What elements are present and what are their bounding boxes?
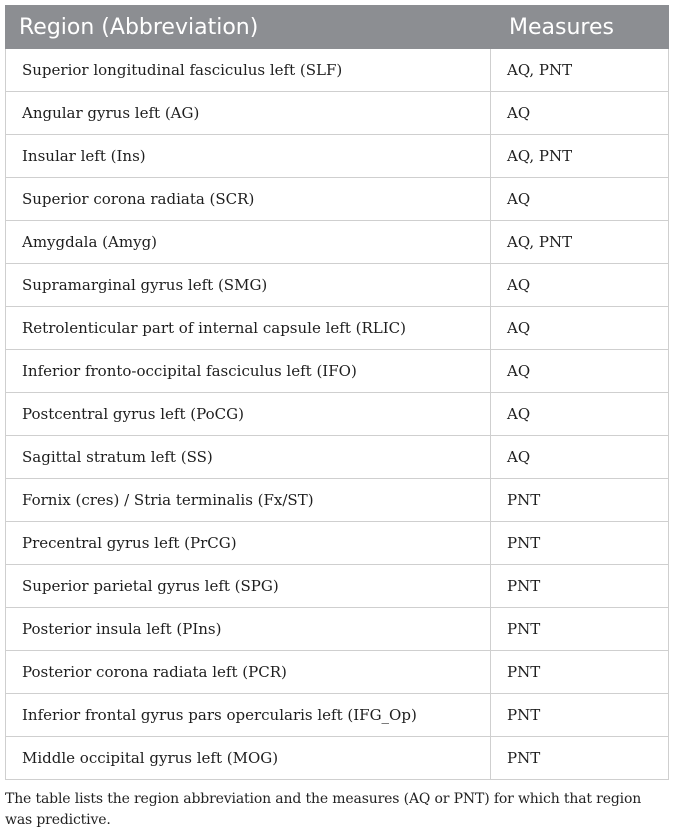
measures-cell: PNT [491,737,669,780]
measures-cell: AQ [491,178,669,221]
table-header [6,6,669,49]
measures-cell: AQ [491,436,669,479]
region-cell: Amygdala (Amyg) [6,221,491,264]
measures-cell: PNT [491,651,669,694]
region-table-container [5,5,668,780]
table-row [6,522,669,565]
header-region: Region (Abbreviation) [6,6,491,49]
region-cell: Posterior corona radiata left (PCR) [6,651,491,694]
measures-cell: PNT [491,522,669,565]
measures-cell: PNT [491,479,669,522]
region-measures-table [5,5,669,780]
table-row [6,565,669,608]
measures-cell: PNT [491,565,669,608]
measures-cell: AQ [491,350,669,393]
table-row [6,479,669,522]
table-row [6,178,669,221]
region-cell: Superior parietal gyrus left (SPG) [6,565,491,608]
region-cell: Inferior frontal gyrus pars opercularis left (IFG_Op) [6,694,491,737]
measures-cell: AQ, PNT [491,135,669,178]
measures-cell: PNT [491,608,669,651]
region-cell: Angular gyrus left (AG) [6,92,491,135]
region-cell: Retrolenticular part of internal capsule left (RLIC) [6,307,491,350]
table-caption: The table lists the region abbreviation and the measures (AQ or PNT) for which that region was predictive. [5,791,642,828]
table-row [6,92,669,135]
table-row [6,307,669,350]
table-row [6,608,669,651]
region-cell: Fornix (cres) / Stria terminalis (Fx/ST) [6,479,491,522]
measures-cell: AQ [491,92,669,135]
region-cell: Posterior insula left (PIns) [6,608,491,651]
header-measures: Measures [491,6,669,49]
table-row [6,221,669,264]
header-row [6,6,669,49]
region-cell: Inferior fronto-occipital fasciculus left (IFO) [6,350,491,393]
region-cell: Precentral gyrus left (PrCG) [6,522,491,565]
region-cell: Supramarginal gyrus left (SMG) [6,264,491,307]
region-cell: Middle occipital gyrus left (MOG) [6,737,491,780]
region-cell: Superior corona radiata (SCR) [6,178,491,221]
measures-cell: PNT [491,694,669,737]
region-cell: Postcentral gyrus left (PoCG) [6,393,491,436]
table-row [6,694,669,737]
measures-cell: AQ, PNT [491,49,669,92]
region-cell: Superior longitudinal fasciculus left (SLF) [6,49,491,92]
measures-cell: AQ [491,393,669,436]
table-row [6,350,669,393]
measures-cell: AQ [491,264,669,307]
measures-cell: AQ, PNT [491,221,669,264]
table-row [6,393,669,436]
region-cell: Sagittal stratum left (SS) [6,436,491,479]
region-cell: Insular left (Ins) [6,135,491,178]
table-row [6,135,669,178]
table-row [6,264,669,307]
table-row [6,49,669,92]
table-row [6,436,669,479]
table-row [6,737,669,780]
table-body [6,49,669,780]
table-row [6,651,669,694]
measures-cell: AQ [491,307,669,350]
